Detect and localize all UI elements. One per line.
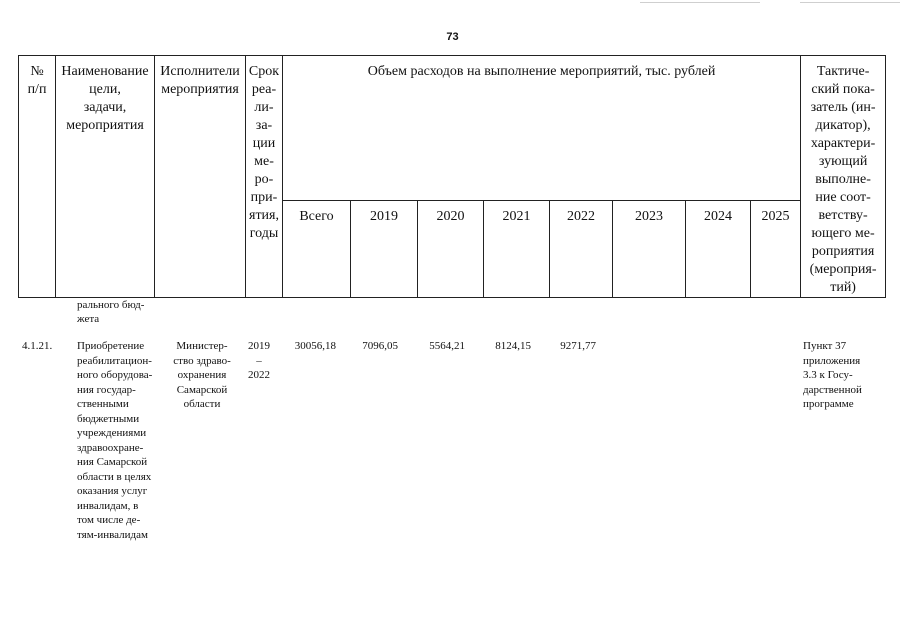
header-expenses: Объем расходов на выполнение мероприятий, тыс. рублей [283, 56, 801, 201]
row-value-2020: 5564,21 [429, 340, 465, 352]
row-value-2022: 9271,77 [560, 340, 596, 352]
row-executor: Министер- ство здраво- охранения Самарской области [173, 340, 231, 410]
header-year-2019: 2019 [351, 200, 418, 297]
scan-artifact-line [640, 2, 760, 3]
header-year-2021: 2021 [484, 200, 550, 297]
row-value-2021: 8124,15 [495, 340, 531, 352]
header-year-2025: 2025 [751, 200, 801, 297]
header-period: Срок реа- ли- за- ции ме- ро- при- ятия, годы [246, 56, 283, 298]
expenses-table-header [18, 55, 886, 298]
row-number: 4.1.21. [22, 340, 53, 352]
row-indicator: Пункт 37 приложения 3.3 к Госу- дарственной программе [803, 340, 862, 410]
scan-artifact-line [800, 2, 900, 3]
header-executors: Исполнители мероприятия [155, 56, 246, 298]
continuation-text: рального бюд- жета [77, 299, 145, 325]
row-period: 2019 – 2022 [248, 340, 270, 381]
row-total: 30056,18 [294, 340, 336, 352]
header-total: Всего [283, 200, 351, 297]
row-name: Приобретение реабилитацион- ного оборудова- ния государ- ственными бюджетными учреждениями здравоохране- ния Самарской области в целях оказания услуг инвалидам, в том числе де- тям-инвалидам [77, 340, 153, 541]
header-year-2024: 2024 [686, 200, 751, 297]
header-year-2020: 2020 [418, 200, 484, 297]
header-indicator: Тактиче- ский пока- затель (ин- дикатор), характери- зующий выполне- ние соот- ветству- ющего ме- роприятия (мероприя- тий) [801, 56, 886, 298]
header-num: № п/п [19, 56, 56, 298]
header-year-2023: 2023 [613, 200, 686, 297]
row-value-2019: 7096,05 [362, 340, 398, 352]
header-year-2022: 2022 [550, 200, 613, 297]
header-name: Наименование цели, задачи, мероприятия [56, 56, 155, 298]
page-number: 73 [446, 31, 459, 43]
